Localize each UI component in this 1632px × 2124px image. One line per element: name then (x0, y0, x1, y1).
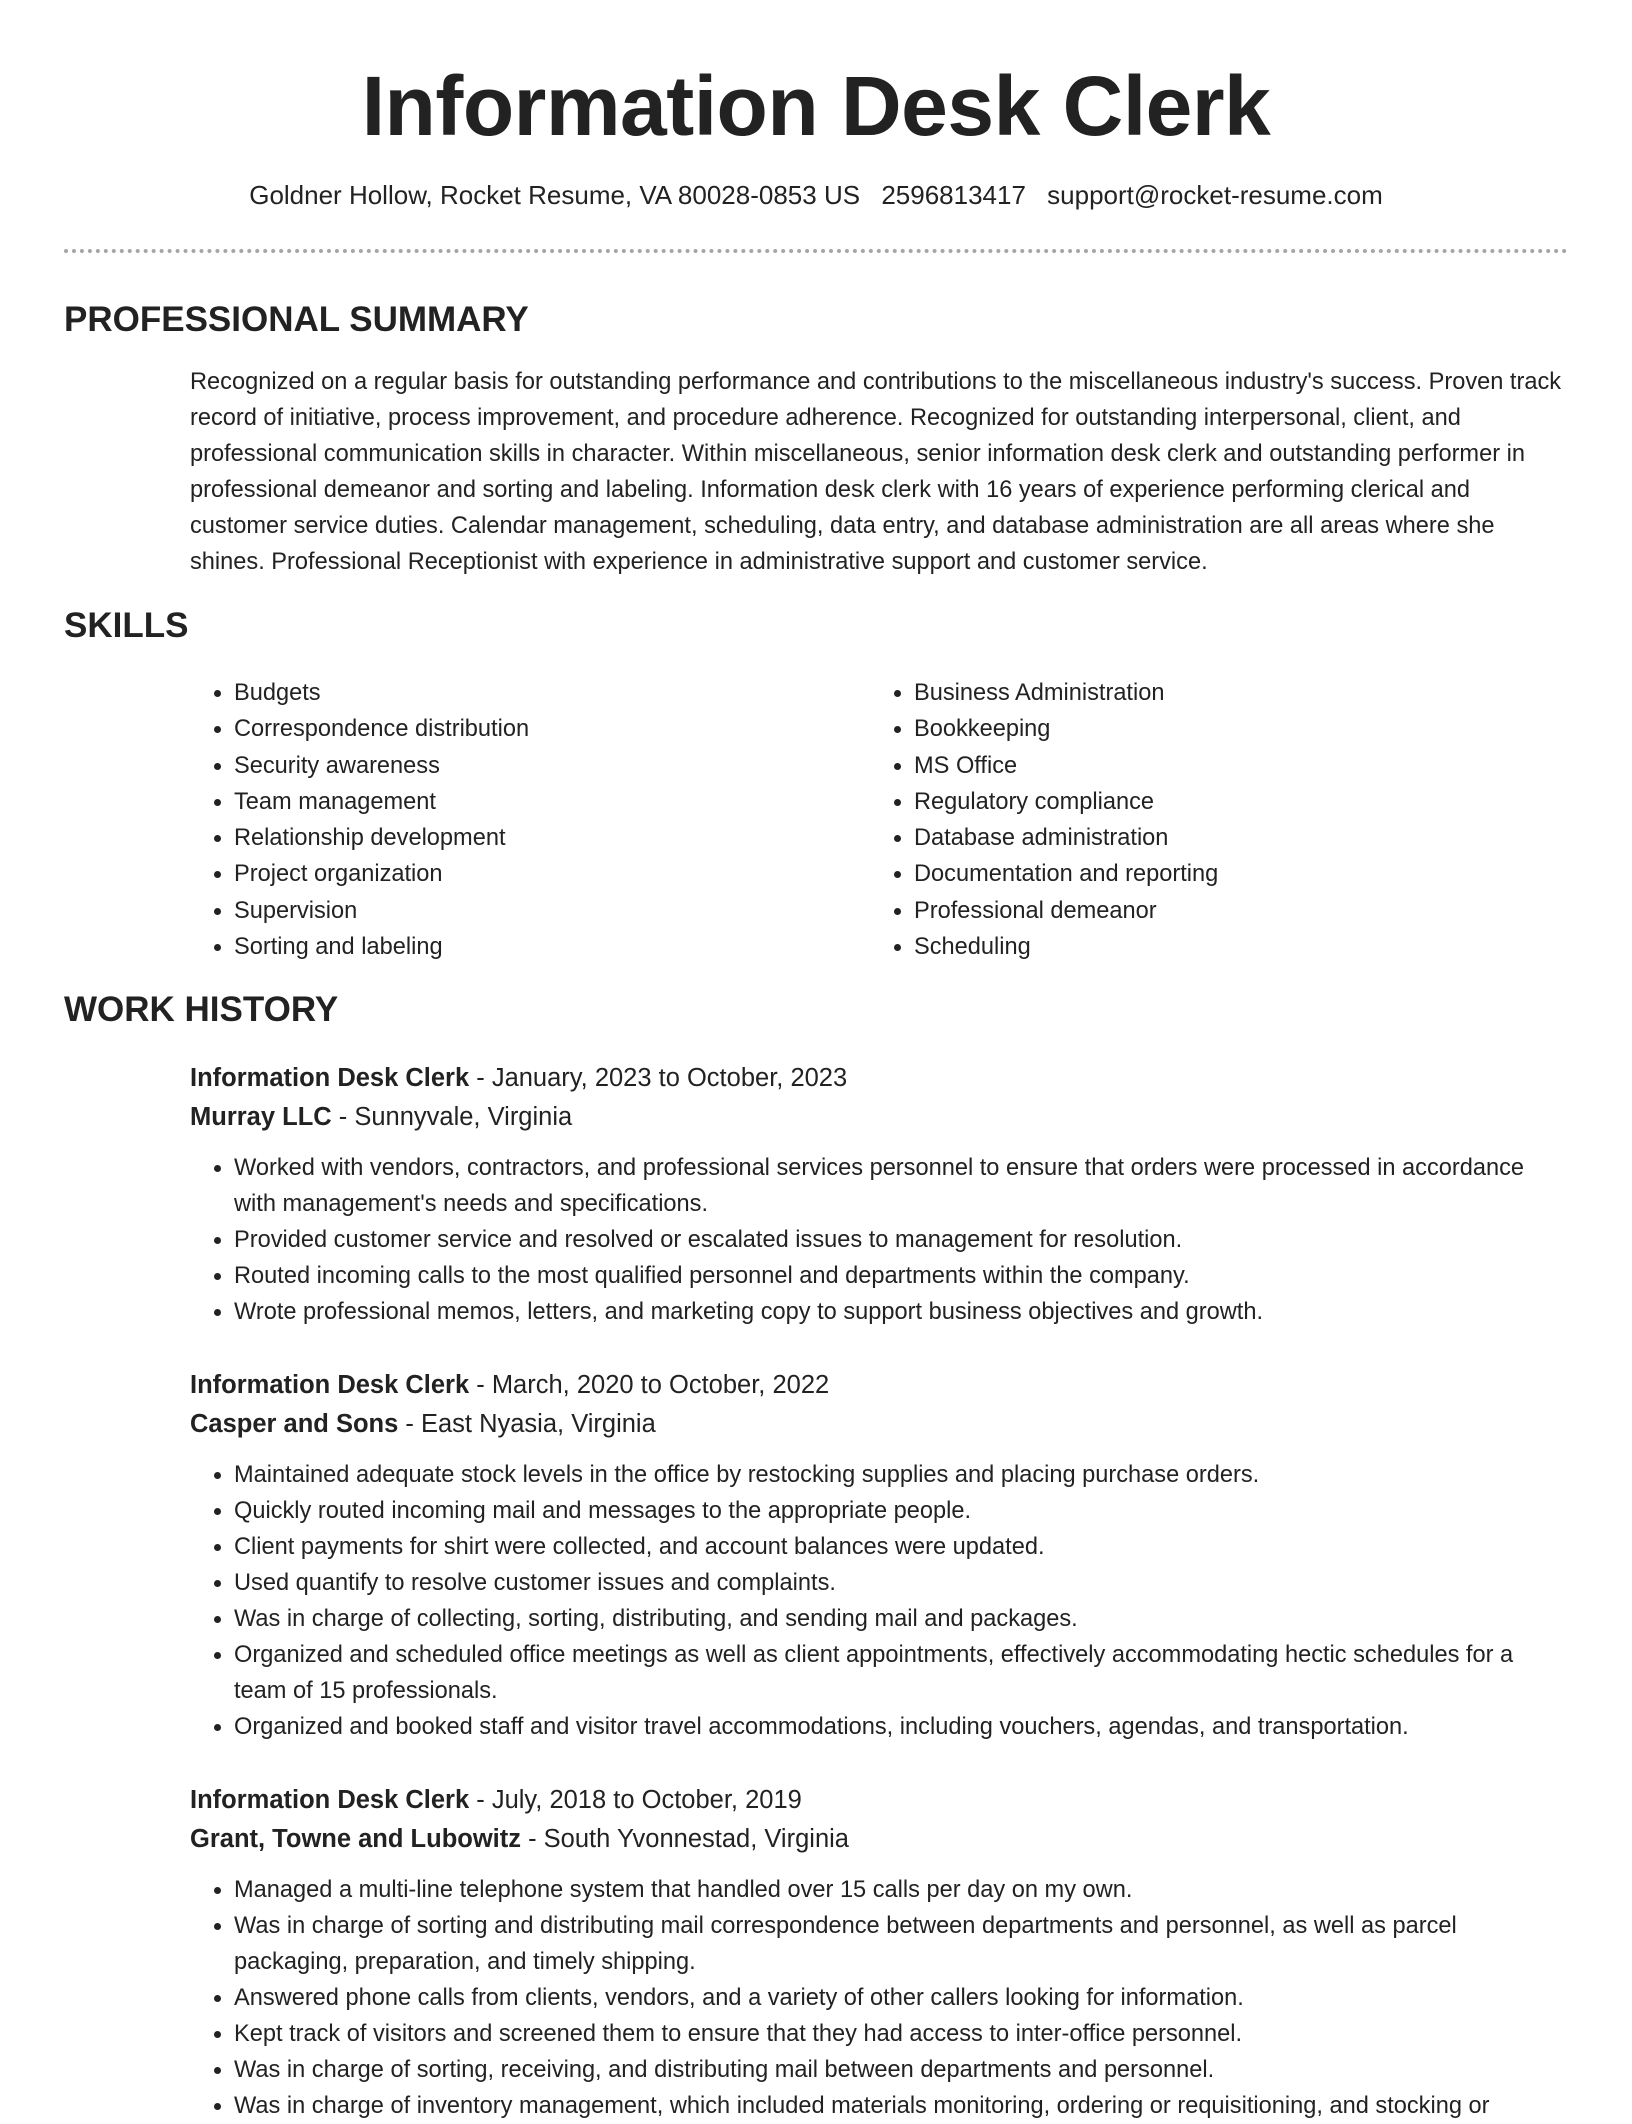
job-company-line (190, 1820, 1570, 1859)
job-company-line (190, 1098, 1570, 1137)
job-entry (190, 1781, 1570, 2124)
contact-line (64, 178, 1568, 212)
resume-name: Information Desk Clerk (361, 59, 1271, 153)
job-bullets (190, 1150, 1570, 1330)
skills-column-right (870, 675, 1218, 965)
skill-item: • Documentation and reporting (914, 856, 1218, 892)
job-bullet: • Client payments for shirt were collected, and account balances were updated. (234, 1529, 1570, 1565)
skill-item: • Regulatory compliance (914, 784, 1218, 820)
job-bullet: • Managed a multi-line telephone system that handled over 15 calls per day on my own. (234, 1872, 1570, 1908)
job-location: - East Nyasia, Virginia (398, 1410, 656, 1438)
skills-column-left (190, 675, 870, 965)
job-title-line (190, 1366, 1570, 1405)
summary-text: Recognized on a regular basis for outstanding performance and contributions to the miscellaneous industry's success. Proven track record of initiative, process improvement, and procedure adherence. Recognized for outstanding interpersonal, client, and professional communication skills in character. Within miscellaneous, senior information desk clerk and outstanding performer in professional demeanor and sorting and labeling. Information desk clerk with 16 years of experience performing clerical and customer service duties. Calendar management, scheduling, data entry, and database administration are all areas where she shines. Professional Receptionist with experience in administrative support and customer service. (190, 369, 1562, 575)
job-location: - Sunnyvale, Virginia (331, 1103, 573, 1131)
skill-item: • MS Office (914, 748, 1218, 784)
job-bullet: • Quickly routed incoming mail and messages to the appropriate people. (234, 1493, 1570, 1529)
job-title-line (190, 1059, 1570, 1098)
job-company: Casper and Sons (190, 1410, 399, 1438)
summary-heading: PROFESSIONAL SUMMARY (64, 300, 529, 339)
job-bullets (190, 1872, 1570, 2124)
skill-item: • Correspondence distribution (234, 711, 870, 747)
job-entry (190, 1059, 1570, 1330)
skill-item: • Scheduling (914, 929, 1218, 965)
job-title: Information Desk Clerk (190, 1371, 470, 1399)
job-title: Information Desk Clerk (190, 1064, 470, 1092)
job-company: Murray LLC (190, 1103, 332, 1131)
resume-page (64, 0, 1568, 2119)
job-company-line (190, 1405, 1570, 1444)
skills-list (190, 675, 1570, 965)
skills-heading: SKILLS (64, 606, 189, 645)
skill-item: • Database administration (914, 820, 1218, 856)
skill-item: • Sorting and labeling (234, 929, 870, 965)
job-bullet: • Maintained adequate stock levels in the office by restocking supplies and placing purchase orders. (234, 1457, 1570, 1493)
job-bullets (190, 1457, 1570, 1745)
job-title-line (190, 1781, 1570, 1820)
contact-phone: 2596813417 (881, 180, 1026, 210)
skill-item: • Project organization (234, 856, 870, 892)
job-bullet: • Was in charge of inventory management, which included materials monitoring, ordering or requisitioning, and stocking or (234, 2088, 1570, 2124)
skill-item: • Professional demeanor (914, 893, 1218, 929)
job-bullet: • Wrote professional memos, letters, and marketing copy to support business objectives and growth. (234, 1294, 1570, 1330)
skill-item: • Security awareness (234, 748, 870, 784)
job-bullet: • Was in charge of sorting and distributing mail correspondence between departments and personnel, as well as parcel packaging, preparation, and timely shipping. (234, 1908, 1570, 1980)
job-bullet: • Organized and booked staff and visitor travel accommodations, including vouchers, agendas, and transportation. (234, 1709, 1570, 1745)
job-bullet: • Routed incoming calls to the most qualified personnel and departments within the company. (234, 1258, 1570, 1294)
job-bullet: • Organized and scheduled office meetings as well as client appointments, effectively accommodating hectic schedules for a team of 15 professionals. (234, 1637, 1570, 1709)
contact-address: Goldner Hollow, Rocket Resume, VA 80028-0853 US (249, 180, 861, 210)
job-dates: - January, 2023 to October, 2023 (469, 1064, 848, 1092)
job-location: - South Yvonnestad, Virginia (521, 1825, 849, 1853)
skill-item: • Team management (234, 784, 870, 820)
job-bullet: • Kept track of visitors and screened them to ensure that they had access to inter-office personnel. (234, 2016, 1570, 2052)
job-company: Grant, Towne and Lubowitz (190, 1825, 522, 1853)
skill-item: • Supervision (234, 893, 870, 929)
job-bullet: • Was in charge of collecting, sorting, distributing, and sending mail and packages. (234, 1601, 1570, 1637)
contact-email[interactable]: support@rocket-resume.com (1047, 180, 1383, 210)
job-entry (190, 1366, 1570, 1745)
job-bullet: • Used quantify to resolve customer issues and complaints. (234, 1565, 1570, 1601)
job-bullet: • Worked with vendors, contractors, and professional services personnel to ensure that orders were processed in accordance with management's needs and specifications. (234, 1150, 1570, 1222)
skill-item: • Bookkeeping (914, 711, 1218, 747)
job-dates: - March, 2020 to October, 2022 (469, 1371, 830, 1399)
skill-item: • Relationship development (234, 820, 870, 856)
job-bullet: • Was in charge of sorting, receiving, and distributing mail between departments and personnel. (234, 2052, 1570, 2088)
work-history-heading: WORK HISTORY (64, 990, 339, 1029)
job-bullet: • Provided customer service and resolved or escalated issues to management for resolution. (234, 1222, 1570, 1258)
job-dates: - July, 2018 to October, 2019 (469, 1786, 802, 1814)
skill-item: • Business Administration (914, 675, 1218, 711)
header-divider (64, 249, 1568, 253)
job-title: Information Desk Clerk (190, 1786, 470, 1814)
job-bullet: • Answered phone calls from clients, vendors, and a variety of other callers looking for information. (234, 1980, 1570, 2016)
skill-item: • Budgets (234, 675, 870, 711)
